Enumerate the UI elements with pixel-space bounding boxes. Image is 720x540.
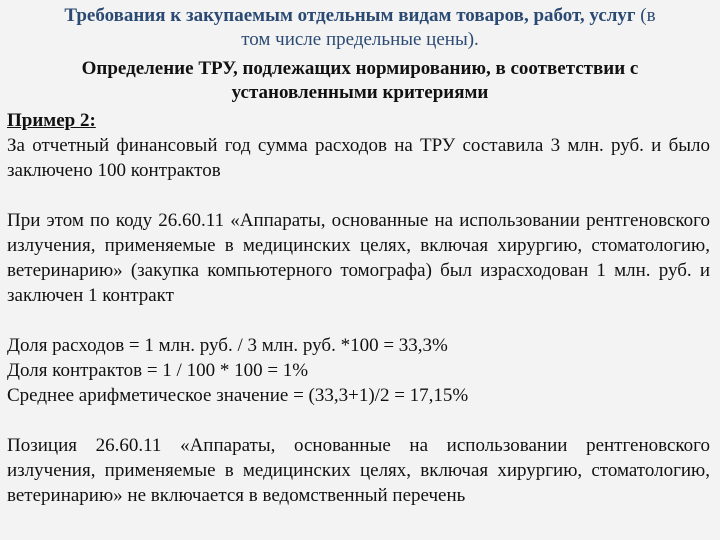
spacer	[7, 408, 710, 433]
formula-contract-share: Доля контрактов = 1 / 100 * 100 = 1%	[7, 360, 309, 381]
slide-title-rest-line2: том числе предельные цены).	[241, 29, 479, 50]
formula-average: Среднее арифметическое значение = (33,3+1)/2 = 17,15%	[7, 385, 469, 406]
paragraph-expenses: За отчетный финансовый год сумма расходов на ТРУ составила 3 млн. руб. и было заключено 100 контрактов	[7, 135, 710, 181]
slide-title-bold: Требования к закупаемым отдельным видам товаров, работ, услуг	[64, 5, 636, 26]
formula-expense-share: Доля расходов = 1 млн. руб. / 3 млн. руб. *100 = 33,3%	[7, 335, 448, 356]
slide-title	[0, 4, 720, 52]
spacer	[7, 183, 710, 208]
slide-subtitle: Определение ТРУ, подлежащих нормированию, в соответствии с установленными критериями	[81, 58, 639, 103]
paragraph-code-purchase: При этом по коду 26.60.11 «Аппараты, основанные на использовании рентгеновского излучения, применяемые в медицинских целях, включая хирургию, стоматологию, ветеринарию» (закупка компьютерного томографа) был израсходован 1 млн. руб. и заключен 1 контракт	[7, 210, 710, 306]
slide-body	[7, 108, 710, 508]
example-heading: Пример 2:	[7, 110, 96, 131]
spacer	[7, 308, 710, 333]
paragraph-conclusion: Позиция 26.60.11 «Аппараты, основанные на использовании рентгеновского излучения, применяемые в медицинских целях, включая хирургию, стоматологию, ветеринарию» не включается в ведомственный перечень	[7, 435, 710, 506]
slide-title-rest: (в	[635, 5, 656, 26]
